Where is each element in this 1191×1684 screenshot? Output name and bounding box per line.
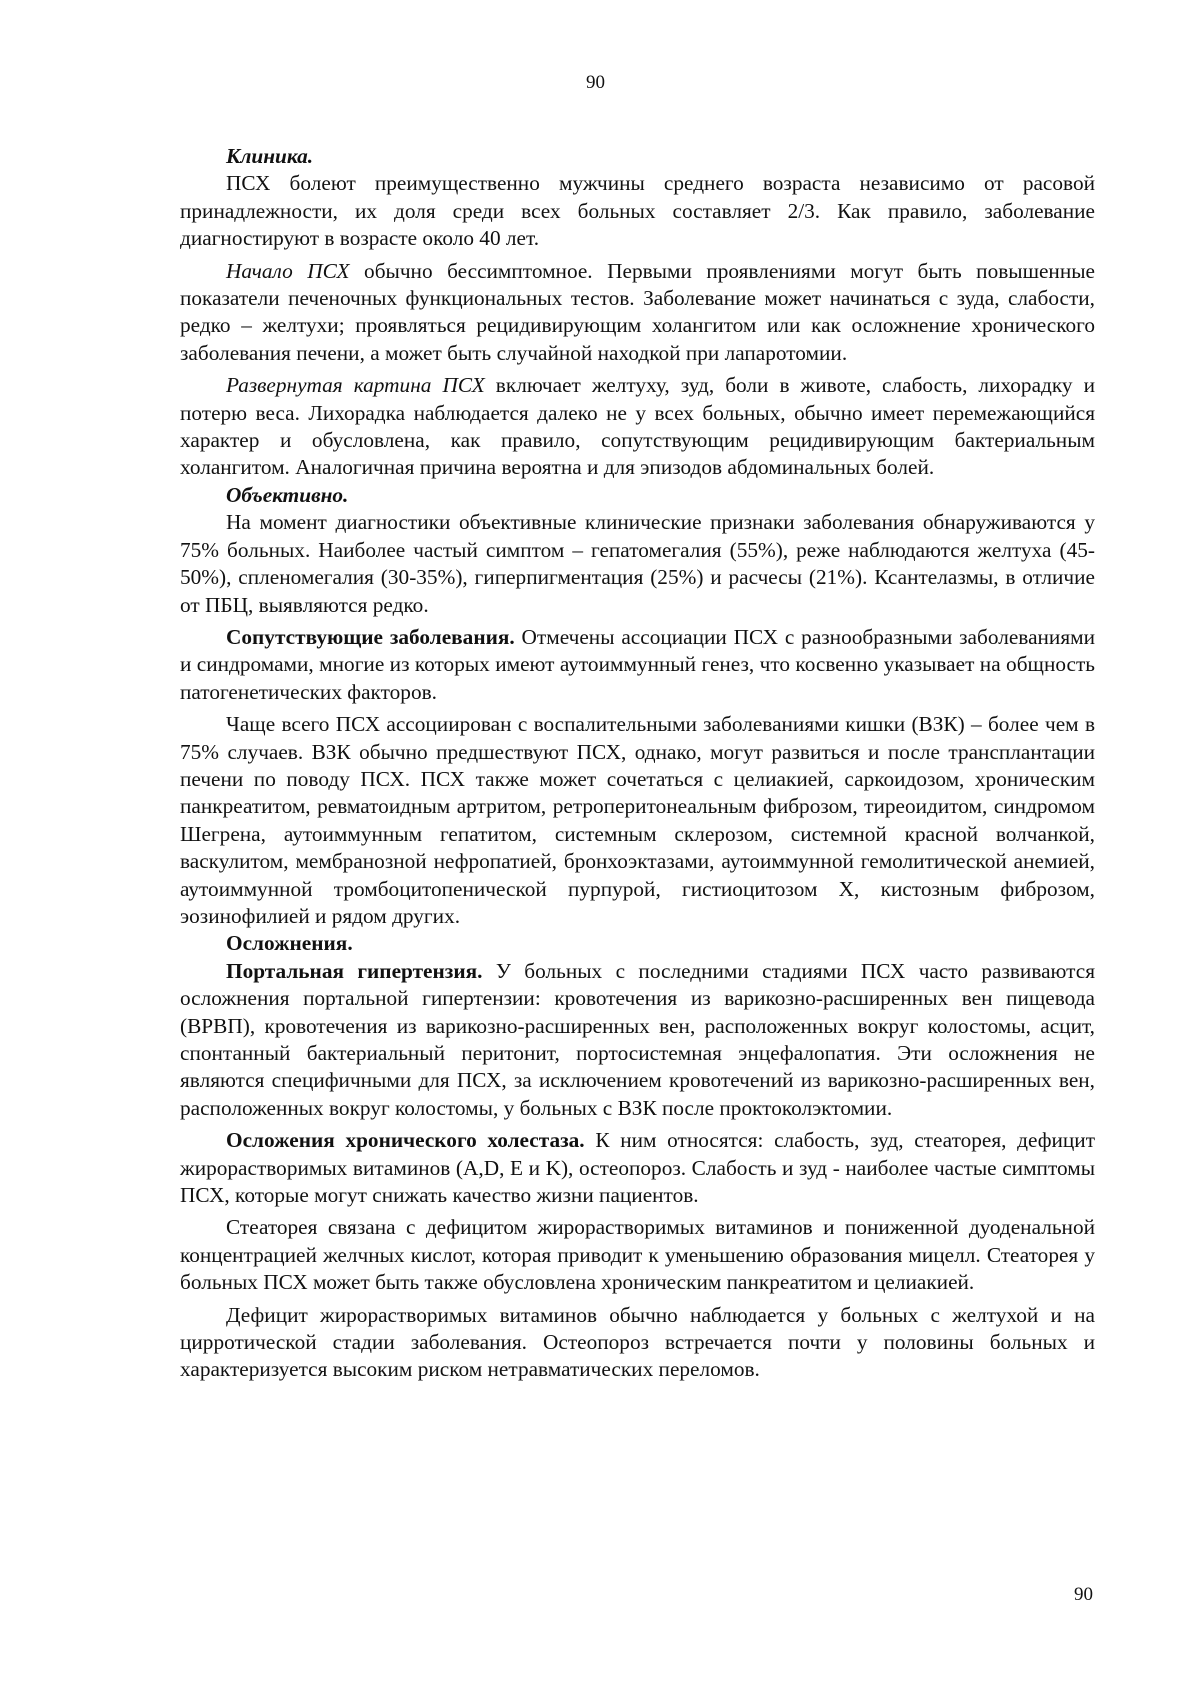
- page-number-bottom: 90: [1074, 1584, 1093, 1605]
- page-number-top: 90: [586, 72, 605, 93]
- paragraph-demographics: ПСХ болеют преимущественно мужчины среднего возраста независимо от расовой принадлежности, их доля среди всех больных составляет 2/3. Как правило, заболевание диагностируют в возрасте около 40 лет.: [180, 171, 1095, 251]
- portal-hypertension-text: У больных с последними стадиями ПСХ часто развиваются осложнения портальной гипертензии: кровотечения из варикозно-расширенных вен пищевода (ВРВП), кровотечения из варикозно-расширенных вен, расположенных вокруг колостомы, асцит, спонтанный бактериальный перитонит, портосистемная энцефалопатия. Эти осложнения не являются специфичными для ПСХ, за исключением кровотечений из варикозно-расширенных вен, расположенных вокруг колостомы, у больных с ВЗК после проктоколэктомии.: [180, 958, 1095, 1120]
- comorbidities-text: Отмечены ассоциации ПСХ с разнообразными заболеваниями и синдромами, многие из которых имеют аутоиммунный генез, что косвенно указывает на общность патогенетических факторов.: [180, 624, 1095, 704]
- cholestasis-text: К ним относятся: слабость, зуд, стеаторея, дефицит жирорастворимых витаминов (A,D, E и K), остеопороз. Слабость и зуд - наиболее частые симптомы ПСХ, которые могут снижать качество жизни пациентов.: [180, 1128, 1095, 1208]
- complications-heading: Осложнения.: [226, 931, 353, 956]
- clinic-heading: Клиника.: [226, 144, 314, 168]
- paragraph-associations: Чаще всего ПСХ ассоциирован с воспалительными заболеваниями кишки (ВЗК) – более чем в 75% случаев. ВЗК обычно предшествуют ПСХ, однако, могут развиться и после трансплантации печени по поводу ПСХ. ПСХ также может сочетаться с целиакией, саркоидозом, хроническим панкреатитом, ревматоидным артритом, ретроперитонеальным фиброзом, тиреоидитом, синдромом Шегрена, аутоиммунным гепатитом, системным склерозом, системной красной волчанкой, васкулитом, мембранозной нефропатией, бронхоэктазами, аутоиммунной гемолитической анемией, аутоиммунной тромбоцитопенической пурпурой, гистиоцитозом Х, кистозным фиброзом, эозинофилией и рядом других.: [180, 712, 1095, 928]
- cholestasis-lead: Осложения хронического холестаза.: [226, 1128, 585, 1153]
- objective-heading: Объективно.: [226, 482, 349, 507]
- paragraph-full-picture: [180, 372, 1095, 482]
- paragraph-objective: На момент диагностики объективные клинические признаки заболевания обнаруживаются у 75% больных. Наиболее частый симптом – гепатомегалия (55%), реже наблюдаются желтуха (45-50%), спленомегалия (30-35%), гиперпигментация (25%) и расчесы (21%). Ксантелазмы, в отличие от ПБЦ, выявляются редко.: [180, 510, 1095, 617]
- paragraph-steatorrhea: Стеаторея связана с дефицитом жирорастворимых витаминов и пониженной дуоденальной концентрацией желчных кислот, которая приводит к уменьшению образования мицелл. Стеаторея у больных ПСХ может быть также обусловлена хроническим панкреатитом и целиакией.: [180, 1215, 1095, 1295]
- paragraph-portal-hypertension: [180, 958, 1095, 1122]
- paragraph-comorbidities: [180, 624, 1095, 706]
- onset-text: обычно бессимптомное. Первыми проявлениями могут быть повышенные показатели печеночных функциональных тестов. Заболевание может начинаться с зуда, слабости, редко – желтухи; проявляться рецидивирующим холангитом или как осложнение хронического заболевания печени, а может быть случайной находкой при лапаротомии.: [180, 258, 1095, 365]
- onset-lead: Начало ПСХ: [226, 258, 350, 283]
- portal-hypertension-lead: Портальная гипертензия.: [226, 958, 483, 983]
- full-picture-text: включает желтуху, зуд, боли в животе, слабость, лихорадку и потерю веса. Лихорадка наблюдается далеко не у всех больных, обычно имеет перемежающийся характер и обусловлена, как правило, сопутствующим рецидивирующим бактериальным холангитом. Аналогичная причина вероятна и для эпизодов абдоминальных болей.: [180, 373, 1095, 480]
- paragraph-onset: [180, 258, 1095, 368]
- paragraph-vitamin-deficiency: Дефицит жирорастворимых витаминов обычно наблюдается у больных с желтухой и на цирротической стадии заболевания. Остеопороз встречается почти у половины больных и характеризуется высоким риском нетравматических переломов.: [180, 1302, 1095, 1382]
- paragraph-cholestasis: [180, 1127, 1095, 1209]
- page-body: [180, 143, 1095, 1384]
- full-picture-lead: Развернутая картина ПСХ: [226, 373, 485, 398]
- comorbidities-lead: Сопутствующие заболевания.: [226, 624, 515, 649]
